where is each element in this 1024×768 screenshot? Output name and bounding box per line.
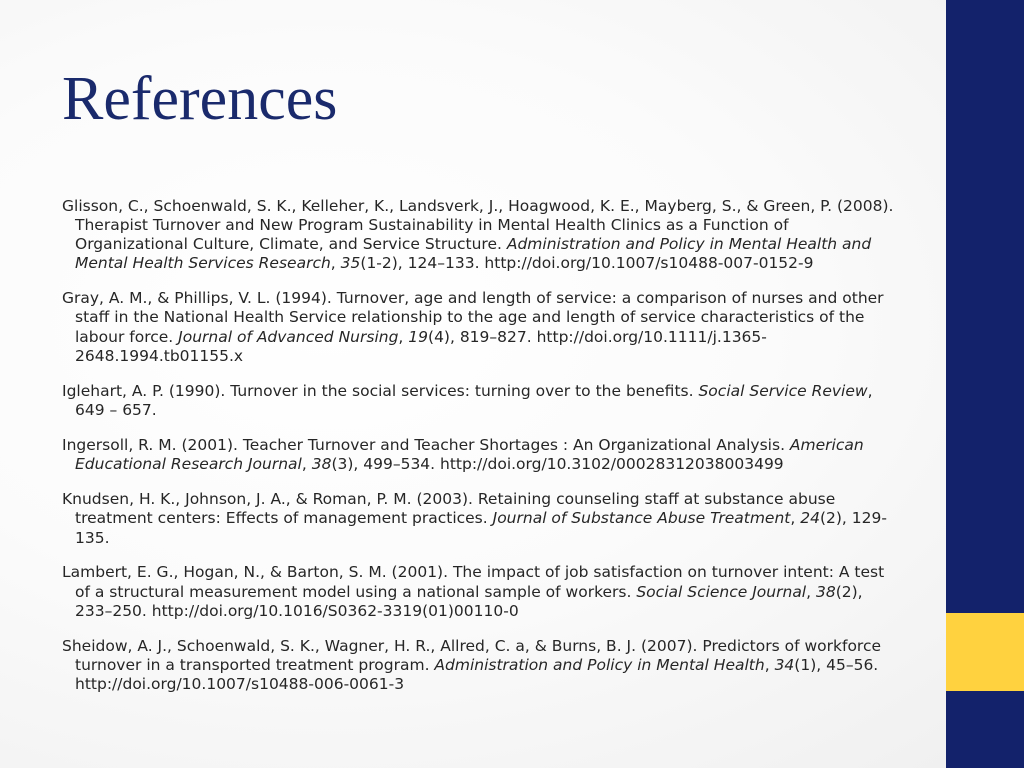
journal-title: Journal of Advanced Nursing [178,327,399,346]
journal-title: Administration and Policy in Mental Health and Mental Health Services Research [75,235,872,273]
reference-tail: 649 – 657. [75,401,157,420]
reference-item [62,289,894,366]
journal-title: Social Service Review [698,381,868,400]
journal-title: American Educational Research Journal [75,435,864,474]
reference-separator: , [790,509,801,528]
reference-text: Sheidow, A. J., Schoenwald, S. K., Wagner, H. R., Allred, C. a, & Burns, B. J. (2007). Predictors of workforce turnover in a transported treatment program. [62,636,882,675]
reference-separator: , [330,254,341,273]
reference-text: Gray, A. M., & Phillips, V. L. (1994). Turnover, age and length of service: a comparison of nurses and other staff in the National Health Service relationship to the age and length of service characteristics of the labour force. [62,289,884,346]
slide-title: References [62,65,338,133]
reference-list [62,181,894,705]
reference-item [62,197,894,274]
sidebar-accent-block [946,613,1024,691]
reference-item [62,637,894,695]
reference-text: Iglehart, A. P. (1990). Turnover in the social services: turning over to the benefits. [62,381,699,400]
reference-tail: (4), 819–827. http://doi.org/10.1111/j.1365-2648.1994.tb01155.x [75,327,767,366]
reference-text: Lambert, E. G., Hogan, N., & Barton, S. M. (2001). The impact of job satisfaction on turnover intent: A test of a structural measurement model using a national sample of workers. [62,563,885,601]
journal-volume: 38 [815,582,836,601]
reference-item [62,436,894,475]
reference-tail: (1), 45–56. http://doi.org/10.1007/s10488-006-0061-3 [75,656,879,694]
reference-item [62,382,894,421]
journal-volume: 24 [800,509,820,528]
journal-title: Social Science Journal [636,582,807,601]
reference-separator: , [867,381,873,400]
reference-item [62,563,894,621]
reference-separator: , [398,327,409,346]
reference-text: Ingersoll, R. M. (2001). Teacher Turnover and Teacher Shortages : An Organizational Analysis. [62,435,790,454]
reference-text: Knudsen, H. K., Johnson, J. A., & Roman, P. M. (2003). Retaining counseling staff at substance abuse treatment centers: Effects of management practices. [62,490,836,528]
journal-volume: 38 [311,455,332,474]
journal-title: Journal of Substance Abuse Treatment [492,509,791,528]
reference-tail: (2), 129-135. [75,509,887,547]
reference-text: Glisson, C., Schoenwald, S. K., Kelleher, K., Landsverk, J., Hoagwood, K. E., Mayberg, S., & Green, P. (2008). Therapist Turnover and New Program Sustainability in Mental Health Clinics as a Function of Organizational Culture, Climate, and Service Structure. [62,196,894,254]
reference-tail: (3), 499–534. http://doi.org/10.3102/00028312038003499 [331,455,784,474]
reference-separator: , [764,656,775,675]
journal-volume: 19 [408,327,429,346]
journal-title: Administration and Policy in Mental Health [434,656,765,675]
reference-separator: , [301,455,312,474]
journal-volume: 34 [774,656,795,675]
reference-separator: , [806,582,816,601]
reference-item [62,490,894,548]
reference-tail: (1-2), 124–133. http://doi.org/10.1007/s10488-007-0152-9 [360,254,814,273]
reference-tail: (2), 233–250. http://doi.org/10.1016/S0362-3319(01)00110-0 [75,582,863,621]
journal-volume: 35 [340,254,361,273]
